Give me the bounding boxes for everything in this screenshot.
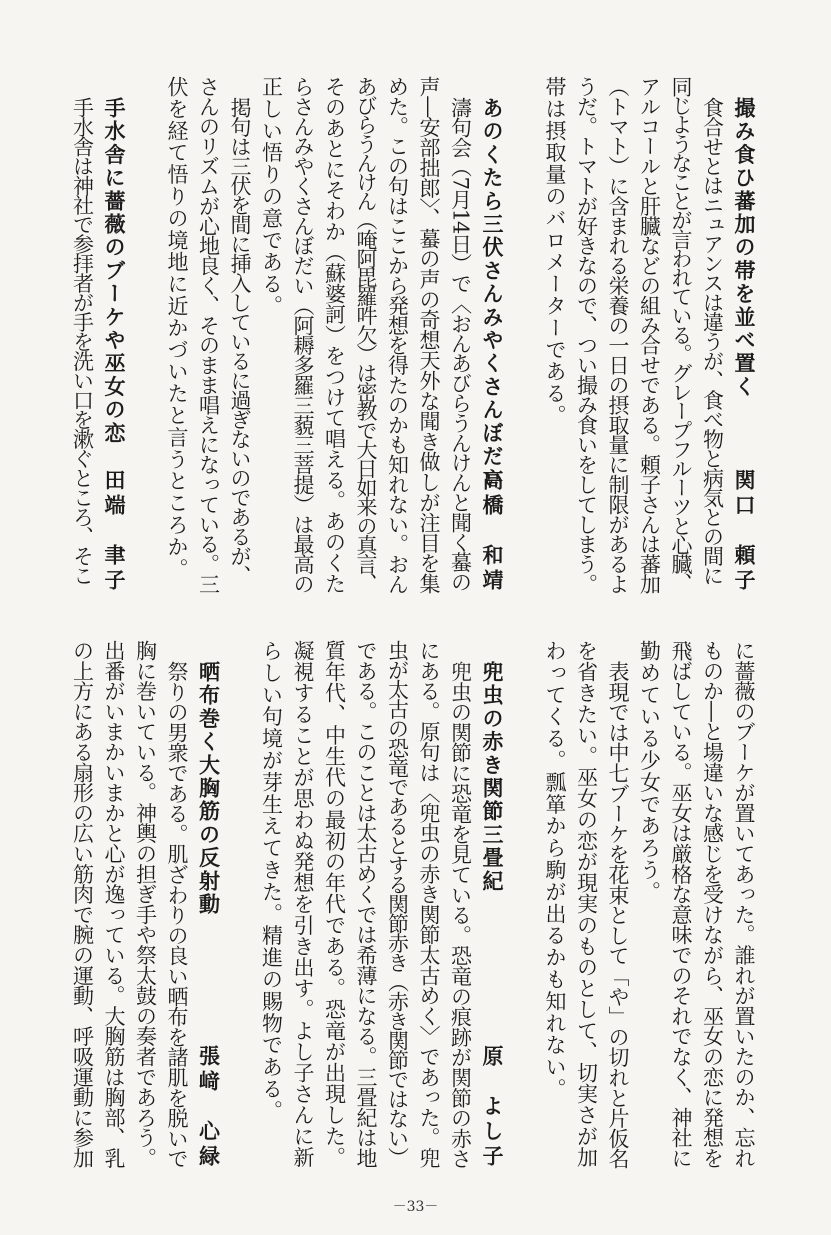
text-block-top <box>66 76 759 594</box>
haiku-text: 晒布巻く大胸筋の反射動 <box>196 661 221 917</box>
haiku-text: 兜虫の赤き関節三畳紀 <box>480 661 504 893</box>
text-line: 祭りの男衆である。肌ざわりの良い晒布を諸肌を脱いで <box>165 661 189 1169</box>
text-line: である。このことは太古めくでは希薄になる。三畳紀は地 <box>354 640 378 1168</box>
text-line: 濤句会（7月14日）で〈おんあびらうんけんと聞く蟇の <box>448 97 473 592</box>
text-line: に薔薇のブーケが置いてあった。誰れが置いたのか、忘れ <box>732 640 756 1168</box>
blank-line <box>507 640 539 1170</box>
blank-line <box>507 76 539 594</box>
text-line: にある。原句は〈兜虫の赤き関節太古めく〉であった。兜 <box>417 640 441 1168</box>
text-line: 飛ばしている。巫女は厳格な意味でのそれでなく、神社に <box>669 640 693 1168</box>
haiku-text: 撮み食ひ蕃加の帯を並べ置く <box>732 97 756 399</box>
text-line: あびらうんけん（唵阿毘羅吽欠）は密教で大日如来の真言、 <box>354 76 378 592</box>
haiku-text: あのくたら三伏さんみやくさんぼだい <box>480 97 504 492</box>
haiku-text: 手水舎に薔薇のブーケや巫女の恋 <box>102 97 126 445</box>
haiku-line <box>476 640 508 1170</box>
haiku-line <box>98 76 130 594</box>
text-line: らしい句境が芽生えてきた。精進の賜物である。 <box>259 640 284 1122</box>
page-number: －33－ <box>392 1199 439 1215</box>
text-line: 表現では中七ブーケを花束として「や」の切れと片仮名 <box>606 661 630 1169</box>
text-line: アルコールと肝臓などの組み合せである。頼子さんは蕃加 <box>637 76 662 594</box>
blank-line <box>129 76 161 594</box>
haiku-author: 張﨑 心緑 <box>196 1045 221 1170</box>
haiku-author: 原 よし子 <box>480 1045 504 1170</box>
haiku-author: 関口 頼子 <box>732 469 756 594</box>
text-line: 同じようなことが言われている。グレープフルーツと心臓、 <box>669 76 693 592</box>
haiku-author: 高橋 和靖 <box>480 469 504 594</box>
blank-line <box>224 640 256 1170</box>
text-line: 凝視することが思わぬ発想を引き出す。よし子さんに新 <box>291 640 315 1168</box>
haiku-author: 田端 聿子 <box>102 469 126 594</box>
haiku-line <box>728 76 760 594</box>
text-line: 正しい悟りの意である。 <box>259 76 284 317</box>
text-line: 伏を経て悟りの境地に近かづいたと言うところか。 <box>165 76 189 580</box>
haiku-line <box>192 640 224 1170</box>
haiku-line <box>476 76 508 594</box>
text-block-bottom <box>66 640 759 1170</box>
text-line: 兜虫の関節に恐竜を見ている。恐竜の痕跡が関節の赤さ <box>448 661 473 1169</box>
text-line: を省きたい。巫女の恋が現実のものとして、切実さが加 <box>574 640 599 1168</box>
text-line: ものか―と場違いな感じを受けながら、巫女の恋に発想を <box>700 640 725 1168</box>
text-line: らさんみやくさんぼだい（阿耨多羅三藐三菩提）は最高の <box>291 76 315 594</box>
text-line: 出番がいまかいまかと心が逸っている。大胸筋は胸部、乳 <box>102 640 126 1168</box>
text-line: 声―安部拙郎〉、蟇の声の奇想天外な聞き做しが注目を集 <box>417 76 441 594</box>
text-line: さんのリズムが心地良く、そのまま唱えになっている。三 <box>196 76 221 594</box>
text-line: の上方にある扇形の広い筋肉で腕の運動、呼吸運動に参加 <box>70 640 95 1168</box>
text-line: 質年代、中生代の最初の年代である。恐竜が出現した。 <box>322 640 347 1168</box>
text-line: そのあとにそわか（蘇婆訶）をつけて唱える。あのくた <box>322 76 347 594</box>
text-line: めた。この句はここから発想を得たのかも知れない。おん <box>385 76 410 594</box>
text-line: 手水舎は神社で参拝者が手を洗い口を漱ぐところ、そこ <box>70 97 95 585</box>
text-line: わってくる。瓢箪から駒が出るかも知れない。 <box>543 640 567 1100</box>
text-line: 胸に巻いている。神輿の担ぎ手や祭太鼓の奏者であろう。 <box>133 640 158 1168</box>
text-line: 帯は摂取量のバロメーターである。 <box>543 76 567 427</box>
text-line: 食合せとはニュアンスは違うが、食べ物と病気との間に <box>700 97 725 585</box>
text-line: 掲句は三伏を間に挿入しているに過ぎないのであるが、 <box>228 97 252 585</box>
text-line: 虫が太古の恐竜であるとする関節赤き（赤き関節ではない） <box>385 640 410 1167</box>
text-line: 勤めている少女であろう。 <box>637 640 662 903</box>
text-line: （トマト）に含まれる栄養の一日の摂取量に制限があるよ <box>606 76 630 594</box>
text-line: うだ。トマトが好きなので、つい撮み食いをしてしまう。 <box>574 76 599 594</box>
